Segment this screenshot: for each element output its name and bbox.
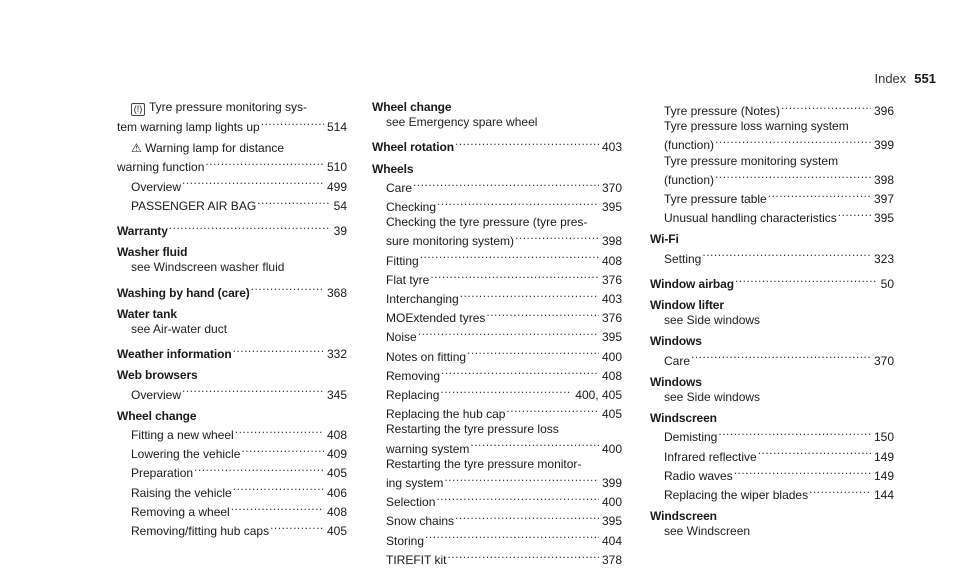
page-ref[interactable]: 514 <box>326 120 347 134</box>
page-ref[interactable]: 332 <box>326 347 347 362</box>
header-label: Index <box>874 71 907 86</box>
page-ref[interactable]: 408 <box>601 368 622 383</box>
index-keyword: Wheels <box>372 161 414 176</box>
page-ref[interactable]: 400, 405 <box>575 388 622 403</box>
index-keyword: Wi-Fi <box>650 232 679 247</box>
index-keyword: Windscreen <box>650 411 717 426</box>
index-entry <box>650 298 894 328</box>
page-ref[interactable]: 399 <box>873 138 894 153</box>
index-entry <box>372 100 622 130</box>
index-entry: Wi-Fi Setting ..... 323 <box>650 232 894 266</box>
index-entry: Windscreen Demisting ..... 150 Infrared reflective ..... 149 Radio waves ..... 149 Replacing the wiper blades ..... 144 <box>650 411 894 503</box>
index-entry: Wheels Care ..... 370 Checking ..... 395 Checking the tyre pressure (tyre pres- sure monitoring system) ..... 398 Fitting ..... 408 Flat tyre ..... 376 Interchanging ..... 403 MOExtended tyres ..... 376 Noise ..... 395 Notes on fitting ..... 400 Removing ..... 408 Replacing ..... 400, 405 Replacing the hub cap ..... 405 Restarting the tyre pressure loss warning system ..... 400 Restarting the tyre pressure monitor- ing system ..... 399 Selection ..... 400 Snow chains ..... 395 Storing ..... 404 TIREFIT kit ..... 378 <box>372 162 622 568</box>
index-keyword: Washer fluid <box>117 245 188 260</box>
see-reference[interactable]: see Air-water duct <box>131 322 228 337</box>
page-ref[interactable]: 408 <box>601 253 622 268</box>
index-keyword: Wheel rotation <box>372 140 454 155</box>
page-ref[interactable]: 403 <box>601 140 622 155</box>
page-ref[interactable]: 406 <box>326 485 347 500</box>
page-ref[interactable]: 510 <box>326 160 347 175</box>
index-entry <box>117 307 347 337</box>
page-ref[interactable]: 345 <box>326 387 347 402</box>
see-reference[interactable]: see Windscreen <box>664 524 751 539</box>
page-ref[interactable]: 39 <box>333 224 347 239</box>
page-ref[interactable]: 397 <box>873 192 894 207</box>
index-column-1 <box>117 100 347 545</box>
index-keyword: Weather information <box>117 347 232 362</box>
index-entry <box>650 273 894 292</box>
index-keyword: Warranty <box>117 224 168 239</box>
index-keyword: Windscreen <box>650 509 717 524</box>
index-column-2 <box>372 100 622 574</box>
page-ref[interactable]: 395 <box>873 211 894 226</box>
index-row: warning function ..... 510 <box>117 156 347 175</box>
index-keyword: Wheel change <box>117 408 197 423</box>
page-ref[interactable]: 395 <box>601 514 622 529</box>
index-entry <box>117 220 347 239</box>
page-header <box>874 71 936 86</box>
page-ref[interactable]: 400 <box>601 441 622 456</box>
index-keyword: Water tank <box>117 306 177 321</box>
index-entry: Windows Care ..... 370 <box>650 334 894 368</box>
page-ref[interactable]: 376 <box>601 272 622 287</box>
page-ref[interactable]: 405 <box>326 466 347 481</box>
index-entry <box>117 343 347 362</box>
index-entry: Web browsers Overview ..... 345 <box>117 368 347 402</box>
page-ref[interactable]: 403 <box>601 292 622 307</box>
page-ref[interactable]: 499 <box>326 179 347 194</box>
index-keyword: Washing by hand (care) <box>117 285 250 300</box>
page-ref[interactable]: 376 <box>601 311 622 326</box>
page-ref[interactable]: 398 <box>601 234 622 249</box>
index-row: tem warning lamp lights up ..... 514 <box>117 116 347 135</box>
page-ref[interactable]: 144 <box>873 488 894 503</box>
index-keyword: Web browsers <box>117 368 198 383</box>
page-ref[interactable]: 405 <box>601 407 622 422</box>
page-ref[interactable]: 395 <box>601 200 622 215</box>
index-keyword: Wheel change <box>372 100 452 114</box>
index-column-3 <box>650 100 894 546</box>
see-reference[interactable]: see Side windows <box>664 313 761 328</box>
page-ref[interactable]: 409 <box>326 447 347 462</box>
page-ref[interactable]: 405 <box>326 524 347 539</box>
index-keyword: Windows <box>650 374 702 389</box>
page-ref[interactable]: 399 <box>601 476 622 491</box>
page-ref[interactable]: 54 <box>333 198 347 213</box>
page-number: 551 <box>914 71 936 86</box>
page-ref[interactable]: 323 <box>873 251 894 266</box>
page-ref[interactable]: 370 <box>873 353 894 368</box>
page-ref[interactable]: 149 <box>873 468 894 483</box>
index-row: PASSENGER AIR BAG ..... 54 <box>117 195 347 214</box>
tyre-pressure-icon: (!) <box>131 103 145 116</box>
see-reference[interactable]: see Windscreen washer fluid <box>131 260 285 275</box>
index-entry: ⚠ Warning lamp for distance warning function ..... 510 Overview ..... 499 PASSENGER AIR BAG ..... 54 <box>117 141 347 214</box>
distance-warning-icon: ⚠ <box>131 141 142 156</box>
index-keyword: Window airbag <box>650 276 734 291</box>
index-entry <box>117 282 347 301</box>
page-ref[interactable]: 400 <box>601 349 622 364</box>
index-keyword: Windows <box>650 334 702 349</box>
page-ref[interactable]: 396 <box>873 104 894 118</box>
see-reference[interactable]: see Emergency spare wheel <box>386 115 538 130</box>
index-entry: Wheel change Fitting a new wheel ..... 408 Lowering the vehicle ..... 409 Preparation ..... 405 Raising the vehicle ..... 406 Removing a wheel ..... 408 Removing/fitting hub caps ..... 405 <box>117 409 347 539</box>
page-ref[interactable]: 398 <box>873 172 894 187</box>
index-entry <box>372 136 622 155</box>
page-ref[interactable]: 149 <box>873 449 894 464</box>
page-ref[interactable]: 395 <box>601 330 622 345</box>
index-entry <box>650 375 894 405</box>
index-entry: (!) Tyre pressure monitoring sys- tem warning lamp lights up ..... 514 <box>117 100 347 135</box>
page-ref[interactable]: 378 <box>601 552 622 567</box>
index-entry <box>117 245 347 275</box>
page-ref[interactable]: 400 <box>601 495 622 510</box>
page-ref[interactable]: 404 <box>601 533 622 548</box>
see-reference[interactable]: see Side windows <box>664 390 761 405</box>
page-ref[interactable]: 408 <box>326 428 347 443</box>
index-keyword: Window lifter <box>650 298 724 313</box>
index-entry <box>650 509 894 539</box>
page-ref[interactable]: 408 <box>326 504 347 519</box>
page-ref[interactable]: 370 <box>601 180 622 195</box>
index-entry: Tyre pressure (Notes) ..... 396 Tyre pressure loss warning system (function) ..... 399 Tyre pressure monitoring system (function) ..... 398 Tyre pressure table ..... 397 Unusual handling characteristics ..... 395 <box>650 100 894 226</box>
index-row: Overview ..... 499 <box>117 176 347 195</box>
page-ref[interactable]: 368 <box>326 285 347 300</box>
page-ref[interactable]: 50 <box>880 276 894 291</box>
page-ref[interactable]: 150 <box>873 430 894 445</box>
